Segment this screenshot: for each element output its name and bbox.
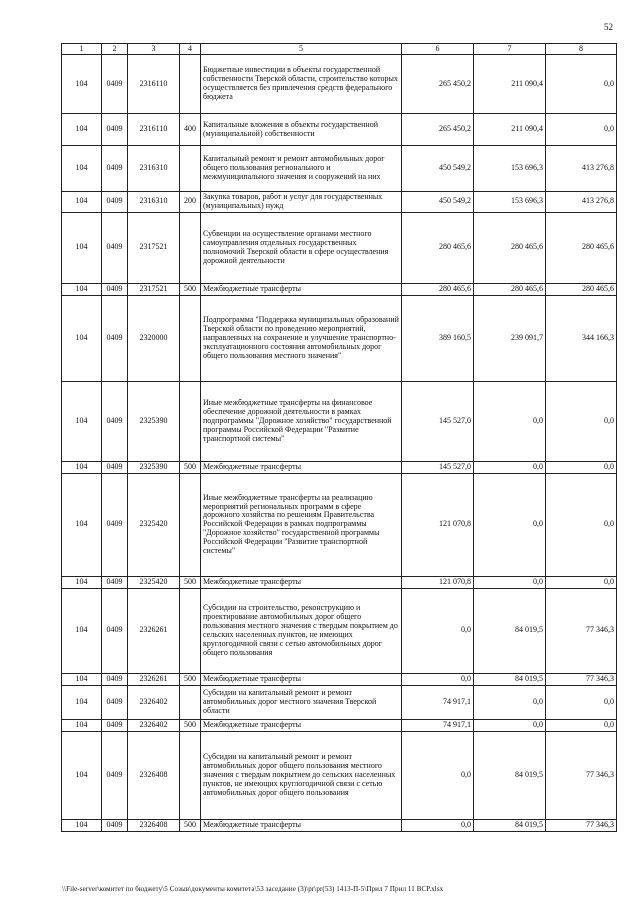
description-cell: Иные межбюджетные трансферты на реализацию мероприятий региональных программ в сфере дорожного хозяйства по решениям Правительства Российской Федерации в рамках подпрограммы "Дорожное хозяйство" государственной программы Российской Федерации "Развитие транспортной системы" — [201, 473, 402, 576]
row-code-cell: 104 — [62, 719, 102, 731]
amount-year2-cell: 0,0 — [474, 576, 546, 588]
amount-year3-cell: 77 346,3 — [546, 819, 617, 831]
table-row — [62, 146, 617, 192]
section-cell: 0409 — [102, 212, 128, 283]
section-cell: 0409 — [102, 283, 128, 295]
table-row — [62, 576, 617, 588]
description-cell: Субвенции на осуществление органами местного самоуправления отдельных государственных полномочий Тверской области в сфере осуществления дорожной деятельности — [201, 212, 402, 283]
table-row — [62, 673, 617, 685]
description-cell: Субсидии на строительство, реконструкцию и проектирование автомобильных дорог общего пользования местного значения с твердым покрытием до сельских населенных пунктов, не имеющих круглогодичной связи с сетью автомобильных дорог общего пользования — [201, 588, 402, 673]
section-cell: 0409 — [102, 685, 128, 719]
amount-year1-cell: 0,0 — [402, 819, 474, 831]
header-cell: 8 — [546, 44, 617, 55]
amount-year1-cell: 389 160,5 — [402, 295, 474, 381]
row-code-cell: 104 — [62, 295, 102, 381]
target-article-cell: 2325390 — [128, 461, 180, 473]
amount-year1-cell: 145 527,0 — [402, 461, 474, 473]
amount-year3-cell: 0,0 — [546, 461, 617, 473]
expense-type-cell — [180, 212, 201, 283]
row-code-cell: 104 — [62, 114, 102, 146]
amount-year3-cell: 0,0 — [546, 55, 617, 114]
table-row — [62, 588, 617, 673]
header-cell: 5 — [201, 44, 402, 55]
row-code-cell: 104 — [62, 819, 102, 831]
section-cell: 0409 — [102, 673, 128, 685]
amount-year1-cell: 145 527,0 — [402, 381, 474, 461]
description-cell: Бюджетные инвестиции в объекты государственной собственности Тверской области, строительство которых осуществляется без привлечения средств федерального бюджета — [201, 55, 402, 114]
amount-year2-cell: 0,0 — [474, 719, 546, 731]
expense-type-cell: 500 — [180, 461, 201, 473]
amount-year3-cell: 344 166,3 — [546, 295, 617, 381]
page-number: 52 — [604, 22, 613, 32]
expense-type-cell: 500 — [180, 283, 201, 295]
description-cell: Подпрограмма "Поддержка муниципальных образований Тверской области по проведению мероприятий, направленных на сохранение и улучшение транспортно-эксплуатационного состояния автомобильных дорог общего пользования местного значения" — [201, 295, 402, 381]
section-cell: 0409 — [102, 576, 128, 588]
amount-year1-cell: 74 917,1 — [402, 685, 474, 719]
target-article-cell: 2317521 — [128, 212, 180, 283]
amount-year2-cell: 0,0 — [474, 381, 546, 461]
row-code-cell: 104 — [62, 55, 102, 114]
budget-table — [61, 43, 617, 832]
expense-type-cell — [180, 588, 201, 673]
expense-type-cell: 200 — [180, 192, 201, 213]
row-code-cell: 104 — [62, 731, 102, 819]
row-code-cell: 104 — [62, 576, 102, 588]
table-row — [62, 192, 617, 213]
amount-year2-cell: 0,0 — [474, 473, 546, 576]
amount-year1-cell: 450 549,2 — [402, 146, 474, 192]
amount-year2-cell: 153 696,3 — [474, 192, 546, 213]
amount-year2-cell: 84 019,5 — [474, 673, 546, 685]
expense-type-cell: 500 — [180, 673, 201, 685]
target-article-cell: 2326408 — [128, 819, 180, 831]
amount-year3-cell: 0,0 — [546, 381, 617, 461]
description-cell: Субсидии на капитальный ремонт и ремонт автомобильных дорог местного значения Тверской области — [201, 685, 402, 719]
amount-year1-cell: 74 917,1 — [402, 719, 474, 731]
target-article-cell: 2316310 — [128, 192, 180, 213]
row-code-cell: 104 — [62, 146, 102, 192]
amount-year3-cell: 0,0 — [546, 114, 617, 146]
amount-year1-cell: 0,0 — [402, 588, 474, 673]
description-cell: Межбюджетные трансферты — [201, 461, 402, 473]
amount-year3-cell: 77 346,3 — [546, 588, 617, 673]
section-cell: 0409 — [102, 381, 128, 461]
target-article-cell: 2320000 — [128, 295, 180, 381]
amount-year3-cell: 280 465,6 — [546, 212, 617, 283]
table-row — [62, 55, 617, 114]
expense-type-cell — [180, 146, 201, 192]
description-cell: Капитальный ремонт и ремонт автомобильных дорог общего пользования регионального и межмуниципального значения и сооружений на них — [201, 146, 402, 192]
amount-year2-cell: 0,0 — [474, 461, 546, 473]
expense-type-cell: 500 — [180, 819, 201, 831]
target-article-cell: 2326261 — [128, 588, 180, 673]
expense-type-cell — [180, 55, 201, 114]
amount-year2-cell: 211 090,4 — [474, 114, 546, 146]
description-cell: Межбюджетные трансферты — [201, 673, 402, 685]
amount-year2-cell: 0,0 — [474, 685, 546, 719]
description-cell: Межбюджетные трансферты — [201, 719, 402, 731]
header-cell: 7 — [474, 44, 546, 55]
expense-type-cell: 500 — [180, 719, 201, 731]
table-row — [62, 719, 617, 731]
header-cell: 4 — [180, 44, 201, 55]
amount-year1-cell: 121 070,8 — [402, 473, 474, 576]
table-row — [62, 283, 617, 295]
expense-type-cell — [180, 731, 201, 819]
target-article-cell: 2325420 — [128, 576, 180, 588]
amount-year2-cell: 280 465,6 — [474, 283, 546, 295]
expense-type-cell — [180, 295, 201, 381]
target-article-cell: 2316110 — [128, 55, 180, 114]
amount-year3-cell: 280 465,6 — [546, 283, 617, 295]
amount-year2-cell: 239 091,7 — [474, 295, 546, 381]
amount-year1-cell: 121 070,8 — [402, 576, 474, 588]
target-article-cell: 2326402 — [128, 719, 180, 731]
section-cell: 0409 — [102, 473, 128, 576]
row-code-cell: 104 — [62, 461, 102, 473]
amount-year3-cell: 413 276,8 — [546, 146, 617, 192]
row-code-cell: 104 — [62, 685, 102, 719]
target-article-cell: 2325390 — [128, 381, 180, 461]
amount-year2-cell: 84 019,5 — [474, 819, 546, 831]
section-cell: 0409 — [102, 588, 128, 673]
amount-year2-cell: 84 019,5 — [474, 731, 546, 819]
row-code-cell: 104 — [62, 283, 102, 295]
description-cell: Субсидии на капитальный ремонт и ремонт автомобильных дорог общего пользования местного значения с твердым покрытием до сельских населенных пунктов, не имеющих круглогодичной связи с сетью автомобильных дорог общего пользования — [201, 731, 402, 819]
expense-type-cell — [180, 685, 201, 719]
row-code-cell: 104 — [62, 192, 102, 213]
amount-year3-cell: 0,0 — [546, 719, 617, 731]
amount-year3-cell: 0,0 — [546, 685, 617, 719]
amount-year1-cell: 265 450,2 — [402, 114, 474, 146]
amount-year2-cell: 84 019,5 — [474, 588, 546, 673]
row-code-cell: 104 — [62, 212, 102, 283]
amount-year3-cell: 77 346,3 — [546, 673, 617, 685]
amount-year3-cell: 0,0 — [546, 473, 617, 576]
section-cell: 0409 — [102, 461, 128, 473]
description-cell: Межбюджетные трансферты — [201, 819, 402, 831]
amount-year1-cell: 265 450,2 — [402, 55, 474, 114]
expense-type-cell — [180, 473, 201, 576]
amount-year1-cell: 280 465,6 — [402, 212, 474, 283]
target-article-cell: 2316310 — [128, 146, 180, 192]
header-cell: 6 — [402, 44, 474, 55]
row-code-cell: 104 — [62, 381, 102, 461]
table-header-row — [62, 44, 617, 55]
description-cell: Межбюджетные трансферты — [201, 576, 402, 588]
target-article-cell: 2325420 — [128, 473, 180, 576]
section-cell: 0409 — [102, 719, 128, 731]
amount-year1-cell: 450 549,2 — [402, 192, 474, 213]
target-article-cell: 2316110 — [128, 114, 180, 146]
description-cell: Закупка товаров, работ и услуг для государственных (муниципальных) нужд — [201, 192, 402, 213]
amount-year3-cell: 77 346,3 — [546, 731, 617, 819]
target-article-cell: 2326402 — [128, 685, 180, 719]
description-cell: Капитальные вложения в объекты государственной (муниципальной) собственности — [201, 114, 402, 146]
amount-year2-cell: 280 465,6 — [474, 212, 546, 283]
description-cell: Иные межбюджетные трансферты на финансовое обеспечение дорожной деятельности в рамках подпрограммы "Дорожное хозяйство" государственной программы Российской Федерации "Развитие транспортной системы" — [201, 381, 402, 461]
row-code-cell: 104 — [62, 473, 102, 576]
amount-year3-cell: 413 276,8 — [546, 192, 617, 213]
amount-year3-cell: 0,0 — [546, 576, 617, 588]
section-cell: 0409 — [102, 192, 128, 213]
section-cell: 0409 — [102, 55, 128, 114]
table-row — [62, 731, 617, 819]
description-cell: Межбюджетные трансферты — [201, 283, 402, 295]
section-cell: 0409 — [102, 114, 128, 146]
expense-type-cell: 500 — [180, 576, 201, 588]
target-article-cell: 2317521 — [128, 283, 180, 295]
row-code-cell: 104 — [62, 673, 102, 685]
header-cell: 2 — [102, 44, 128, 55]
section-cell: 0409 — [102, 146, 128, 192]
table-row — [62, 461, 617, 473]
expense-type-cell: 400 — [180, 114, 201, 146]
target-article-cell: 2326261 — [128, 673, 180, 685]
table-row — [62, 381, 617, 461]
row-code-cell: 104 — [62, 588, 102, 673]
table-row — [62, 473, 617, 576]
amount-year1-cell: 280 465,6 — [402, 283, 474, 295]
expense-type-cell — [180, 381, 201, 461]
header-cell: 1 — [62, 44, 102, 55]
amount-year1-cell: 0,0 — [402, 673, 474, 685]
table-row — [62, 685, 617, 719]
section-cell: 0409 — [102, 819, 128, 831]
header-cell: 3 — [128, 44, 180, 55]
target-article-cell: 2326408 — [128, 731, 180, 819]
amount-year2-cell: 153 696,3 — [474, 146, 546, 192]
amount-year2-cell: 211 090,4 — [474, 55, 546, 114]
file-path-footer: \\File-server\комитет по бюджету\5 Созыв\документы комитета\53 заседание (3)\pr\pr(53) 1413-П-5\Прил 7 Прил 11 ВСР.xlsx — [62, 885, 444, 893]
section-cell: 0409 — [102, 295, 128, 381]
table-row — [62, 295, 617, 381]
table-row — [62, 212, 617, 283]
amount-year1-cell: 0,0 — [402, 731, 474, 819]
section-cell: 0409 — [102, 731, 128, 819]
table-row — [62, 114, 617, 146]
table-row — [62, 819, 617, 831]
